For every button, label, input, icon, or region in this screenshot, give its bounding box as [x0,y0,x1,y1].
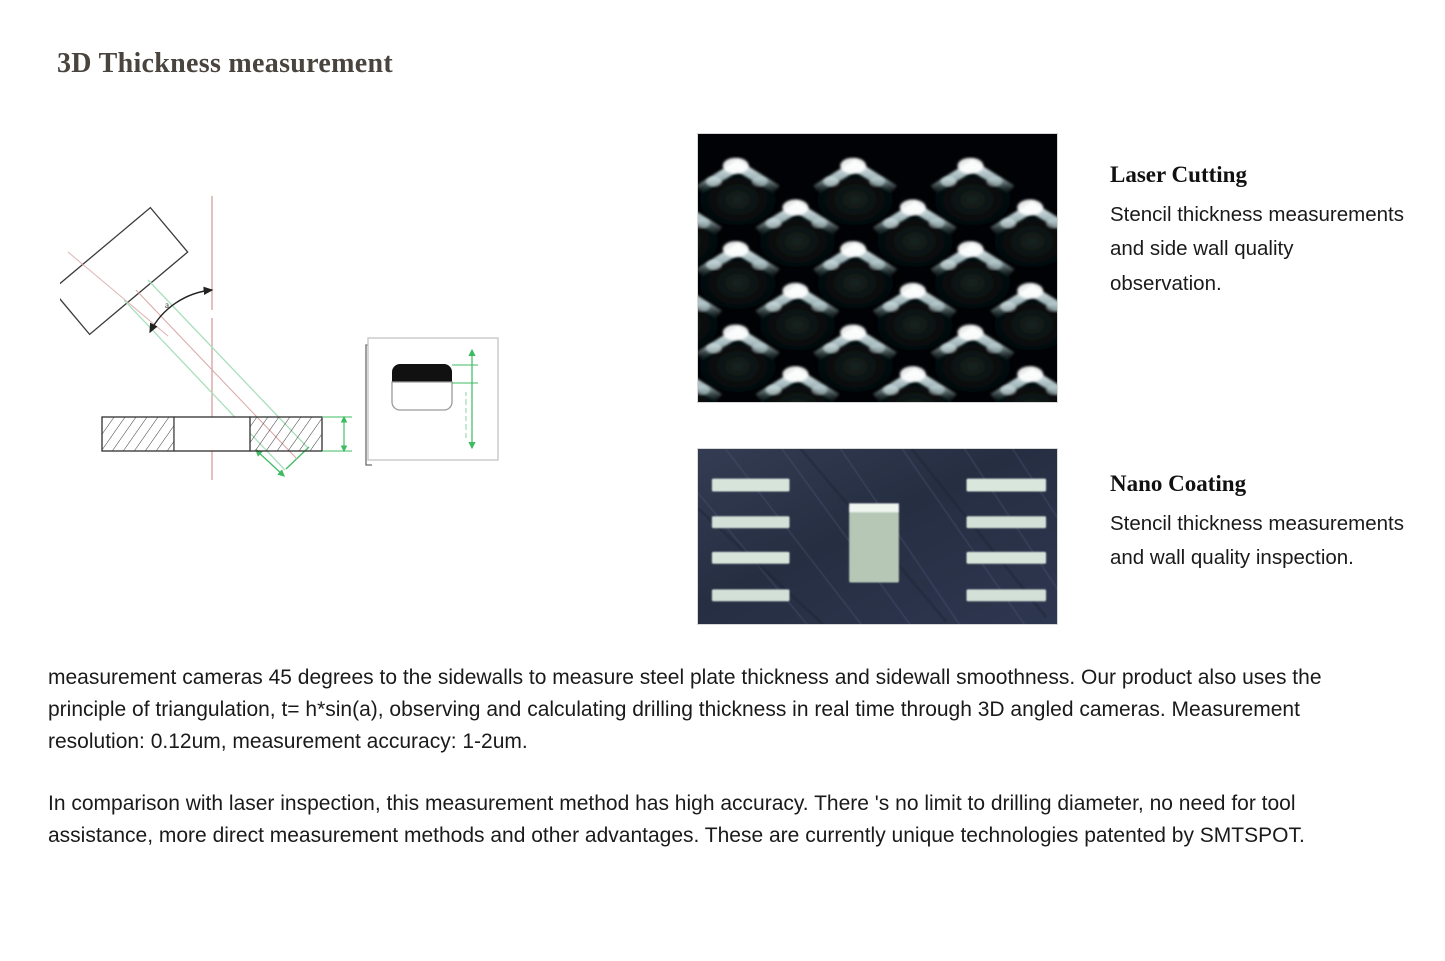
body-paragraph-1: measurement cameras 45 degrees to the sidewalls to measure steel plate thickness and sidewall smoothness. Our product also uses the principle of triangulation, t= h*sin(a), observing and calculating drilling thickness in real time through 3D angled cameras. Measurement resolution: 0.12um, measurement accuracy: 1-2um. [48,666,1322,753]
laser-cutting-micrograph [697,133,1058,403]
caption-body-nano-coating: Stencil thickness measurements and wall quality inspection. [1110,512,1404,570]
caption-body-laser-cutting: Stencil thickness measurements and side wall quality observation. [1110,203,1404,295]
measurement-schematic-diagram [60,180,520,520]
center-aperture-rect [849,503,899,582]
angled-camera-body [60,208,188,336]
body-text [48,662,1394,852]
caption-heading-nano-coating: Nano Coating [1110,471,1247,496]
page-title: 3D Thickness measurement [57,48,393,79]
plate-thickness-dimension [322,417,352,451]
nano-coating-micrograph [697,448,1058,625]
caption-heading-laser-cutting: Laser Cutting [1110,162,1247,187]
angle-label: a [165,300,169,310]
steel-plate-cross-section [102,417,322,451]
caption-laser-cutting [1110,162,1410,301]
caption-nano-coating [1110,471,1420,576]
aperture-thickness-detail-box [368,338,498,460]
angle-annotation [150,290,212,332]
body-paragraph-2: In comparison with laser inspection, this measurement method has high accuracy. There 's no limit to drilling diameter, no need for tool assistance, more direct measurement methods and other advantages. These are currently unique technologies patented by SMTSPOT. [48,791,1305,847]
